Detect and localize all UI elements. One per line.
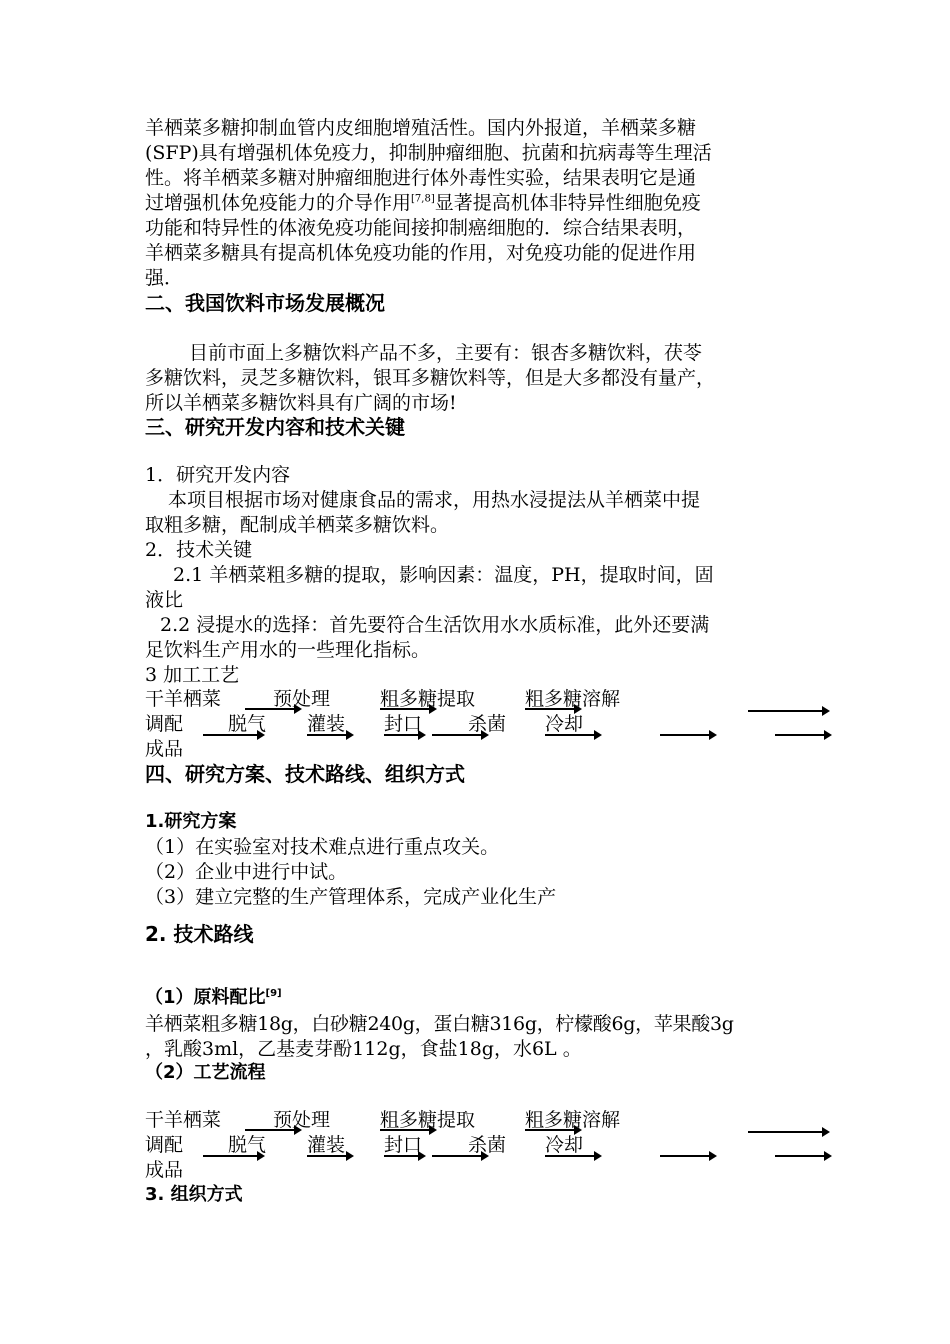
flow-step: 粗多糖溶解 bbox=[525, 688, 621, 710]
process-flow-1 bbox=[0, 687, 950, 767]
flow-step: 干羊栖菜 bbox=[145, 688, 222, 710]
citation-9: [9] bbox=[265, 988, 282, 999]
section4-sub2-2: （2）工艺流程 bbox=[145, 1062, 266, 1083]
flow-step: 粗多糖提取 bbox=[380, 1109, 476, 1131]
section4-sub2-1-text: （1）原料配比 bbox=[145, 987, 266, 1008]
flow-step: 预处理 bbox=[273, 688, 331, 710]
section4-sub2-1 bbox=[145, 986, 282, 1010]
flow-arrow bbox=[660, 734, 715, 736]
flow-step: 冷却 bbox=[545, 1134, 584, 1156]
recipe-line-1: 羊栖菜粗多糖18g，白砂糖240g，蛋白糖316g，柠檬酸6g，苹果酸3g bbox=[145, 1013, 734, 1035]
intro-line-2: (SFP)具有增强机体免疫力，抑制肿瘤细胞、抗菌和抗病毒等生理活 bbox=[145, 142, 712, 164]
section3-item1-line-2: 取粗多糖，配制成羊栖菜多糖饮料。 bbox=[145, 514, 450, 536]
intro-line-7: 强． bbox=[145, 267, 184, 289]
flow-step: 杀菌 bbox=[468, 1134, 507, 1156]
flow-step: 调配 bbox=[145, 713, 184, 735]
intro-line-5: 功能和特异性的体液免疫功能间接抑制癌细胞的．综合结果表明， bbox=[145, 217, 697, 239]
intro-line-4 bbox=[145, 191, 701, 215]
section2-heading: 二、我国饮料市场发展概况 bbox=[145, 291, 385, 315]
flow-step: 预处理 bbox=[273, 1109, 331, 1131]
section4-sub1: 1.研究方案 bbox=[145, 811, 237, 832]
flow-step: 成品 bbox=[145, 1159, 184, 1181]
section4-sub1-item-2: （2）企业中进行中试。 bbox=[145, 861, 348, 883]
flow-step: 调配 bbox=[145, 1134, 184, 1156]
section4-sub1-item-3: （3）建立完整的生产管理体系，完成产业化生产 bbox=[145, 886, 557, 908]
flow-step: 粗多糖提取 bbox=[380, 688, 476, 710]
section3-heading: 三、研究开发内容和技术关键 bbox=[145, 415, 405, 439]
section3-item22-line-2: 足饮料生产用水的一些理化指标。 bbox=[145, 639, 431, 661]
section2-line-1: 目前市面上多糖饮料产品不多，主要有：银杏多糖饮料，茯苓 bbox=[189, 342, 703, 364]
intro-line-4-text: 过增强机体免疫能力的介导作用 bbox=[145, 192, 412, 214]
flow-arrow bbox=[775, 1155, 830, 1157]
section3-item2-title: 2．技术关键 bbox=[145, 539, 253, 561]
intro-line-4-rest: 显著提高机体非特异性细胞免疫 bbox=[434, 192, 701, 214]
citation-7-8: [7,8] bbox=[411, 193, 435, 205]
flow-step: 封口 bbox=[384, 713, 423, 735]
section4-heading: 四、研究方案、技术路线、组织方式 bbox=[145, 762, 465, 786]
intro-line-3: 性。将羊栖菜多糖对肿瘤细胞进行体外毒性实验，结果表明它是通 bbox=[145, 167, 697, 189]
section3-item22-line-1: 2.2 浸提水的选择：首先要符合生活饮用水水质标准，此外还要满 bbox=[160, 614, 710, 636]
section4-sub2: 2. 技术路线 bbox=[145, 922, 254, 946]
intro-line-1: 羊栖菜多糖抑制血管内皮细胞增殖活性。国内外报道，羊栖菜多糖 bbox=[145, 117, 697, 139]
flow-step: 冷却 bbox=[545, 713, 584, 735]
flow-step: 灌装 bbox=[307, 713, 346, 735]
section3-item21-line-2: 液比 bbox=[145, 589, 184, 611]
flow-step: 杀菌 bbox=[468, 713, 507, 735]
flow-arrow bbox=[748, 710, 828, 712]
flow-step: 灌装 bbox=[307, 1134, 346, 1156]
process-flow-2 bbox=[0, 1108, 950, 1188]
section3-item21-line-1: 2.1 羊栖菜粗多糖的提取，影响因素：温度，PH，提取时间，固 bbox=[173, 564, 714, 586]
section3-item1-title: 1．研究开发内容 bbox=[145, 464, 291, 486]
intro-line-6: 羊栖菜多糖具有提高机体免疫功能的作用，对免疫功能的促进作用 bbox=[145, 242, 697, 264]
flow-step: 封口 bbox=[384, 1134, 423, 1156]
section4-sub3: 3. 组织方式 bbox=[145, 1184, 243, 1205]
flow-step: 脱气 bbox=[228, 713, 267, 735]
flow-step: 干羊栖菜 bbox=[145, 1109, 222, 1131]
section2-line-2: 多糖饮料，灵芝多糖饮料，银耳多糖饮料等，但是大多都没有量产， bbox=[145, 367, 716, 389]
flow-step: 粗多糖溶解 bbox=[525, 1109, 621, 1131]
flow-step: 成品 bbox=[145, 738, 184, 760]
flow-arrow bbox=[660, 1155, 715, 1157]
section3-item1-line-1: 本项目根据市场对健康食品的需求，用热水浸提法从羊栖菜中提 bbox=[168, 489, 701, 511]
flow-arrow bbox=[748, 1131, 828, 1133]
flow-arrow bbox=[775, 734, 830, 736]
flow-step: 脱气 bbox=[228, 1134, 267, 1156]
section2-line-3: 所以羊栖菜多糖饮料具有广阔的市场! bbox=[145, 392, 457, 414]
section3-item3-title: 3 加工工艺 bbox=[145, 664, 240, 686]
recipe-line-2: ，乳酸3ml，乙基麦芽酚112g，食盐18g，水6L 。 bbox=[145, 1038, 582, 1060]
section4-sub1-item-1: （1）在实验室对技术难点进行重点攻关。 bbox=[145, 836, 500, 858]
